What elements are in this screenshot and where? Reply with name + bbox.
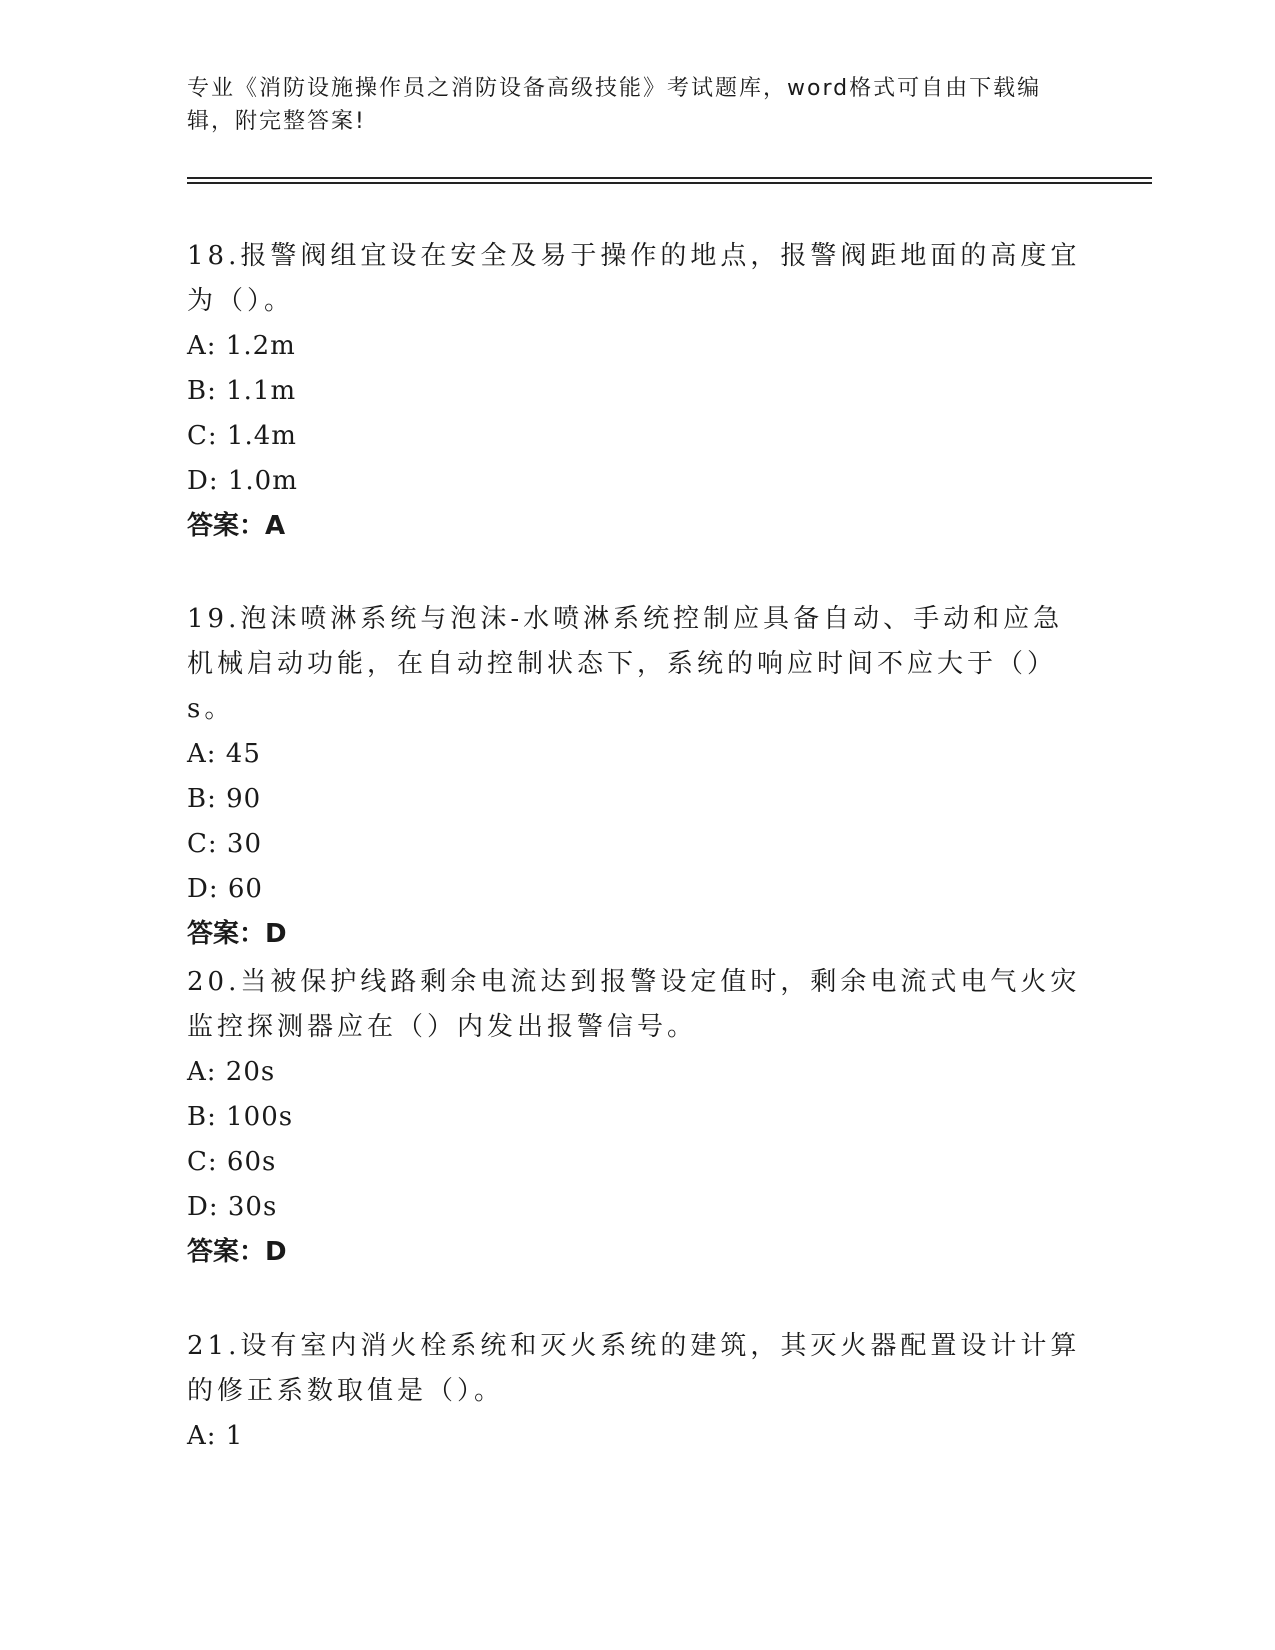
option-b: B: 90 [187,784,262,814]
option-d: D: 60 [187,874,263,904]
question-stem: 18.报警阀组宜设在安全及易于操作的地点，报警阀距地面的高度宜为（）。 [187,241,1081,316]
option-d: D: 30s [187,1192,278,1222]
option-a: A: 1 [187,1421,244,1451]
question-stem: 21.设有室内消火栓系统和灭火系统的建筑，其灭火器配置设计计算的修正系数取值是（）。 [187,1331,1081,1406]
option-c: C: 30 [187,829,263,859]
question-20 [187,960,1087,1275]
option-a: A: 1.2m [187,331,296,361]
header-divider-top [187,177,1152,179]
question-18 [187,234,1087,549]
question-21 [187,1324,1087,1459]
answer: 答案：A [187,511,286,541]
option-c: C: 1.4m [187,421,297,451]
question-stem: 19.泡沫喷淋系统与泡沫-水喷淋系统控制应具备自动、手动和应急机械启动功能，在自动控制状态下，系统的响应时间不应大于（）s。 [187,604,1064,724]
option-c: C: 60s [187,1147,277,1177]
header-divider-bottom [187,182,1152,184]
document-header-text: 专业《消防设施操作员之消防设备高级技能》考试题库，word格式可自由下载编辑，附完整答案! [187,76,1042,134]
answer: 答案：D [187,1237,287,1267]
option-a: A: 20s [187,1057,276,1087]
question-19 [187,597,1087,957]
option-d: D: 1.0m [187,466,298,496]
option-b: B: 1.1m [187,376,297,406]
option-a: A: 45 [187,739,261,769]
question-stem: 20.当被保护线路剩余电流达到报警设定值时，剩余电流式电气火灾监控探测器应在（）内发出报警信号。 [187,967,1081,1042]
answer: 答案：D [187,919,287,949]
option-b: B: 100s [187,1102,294,1132]
